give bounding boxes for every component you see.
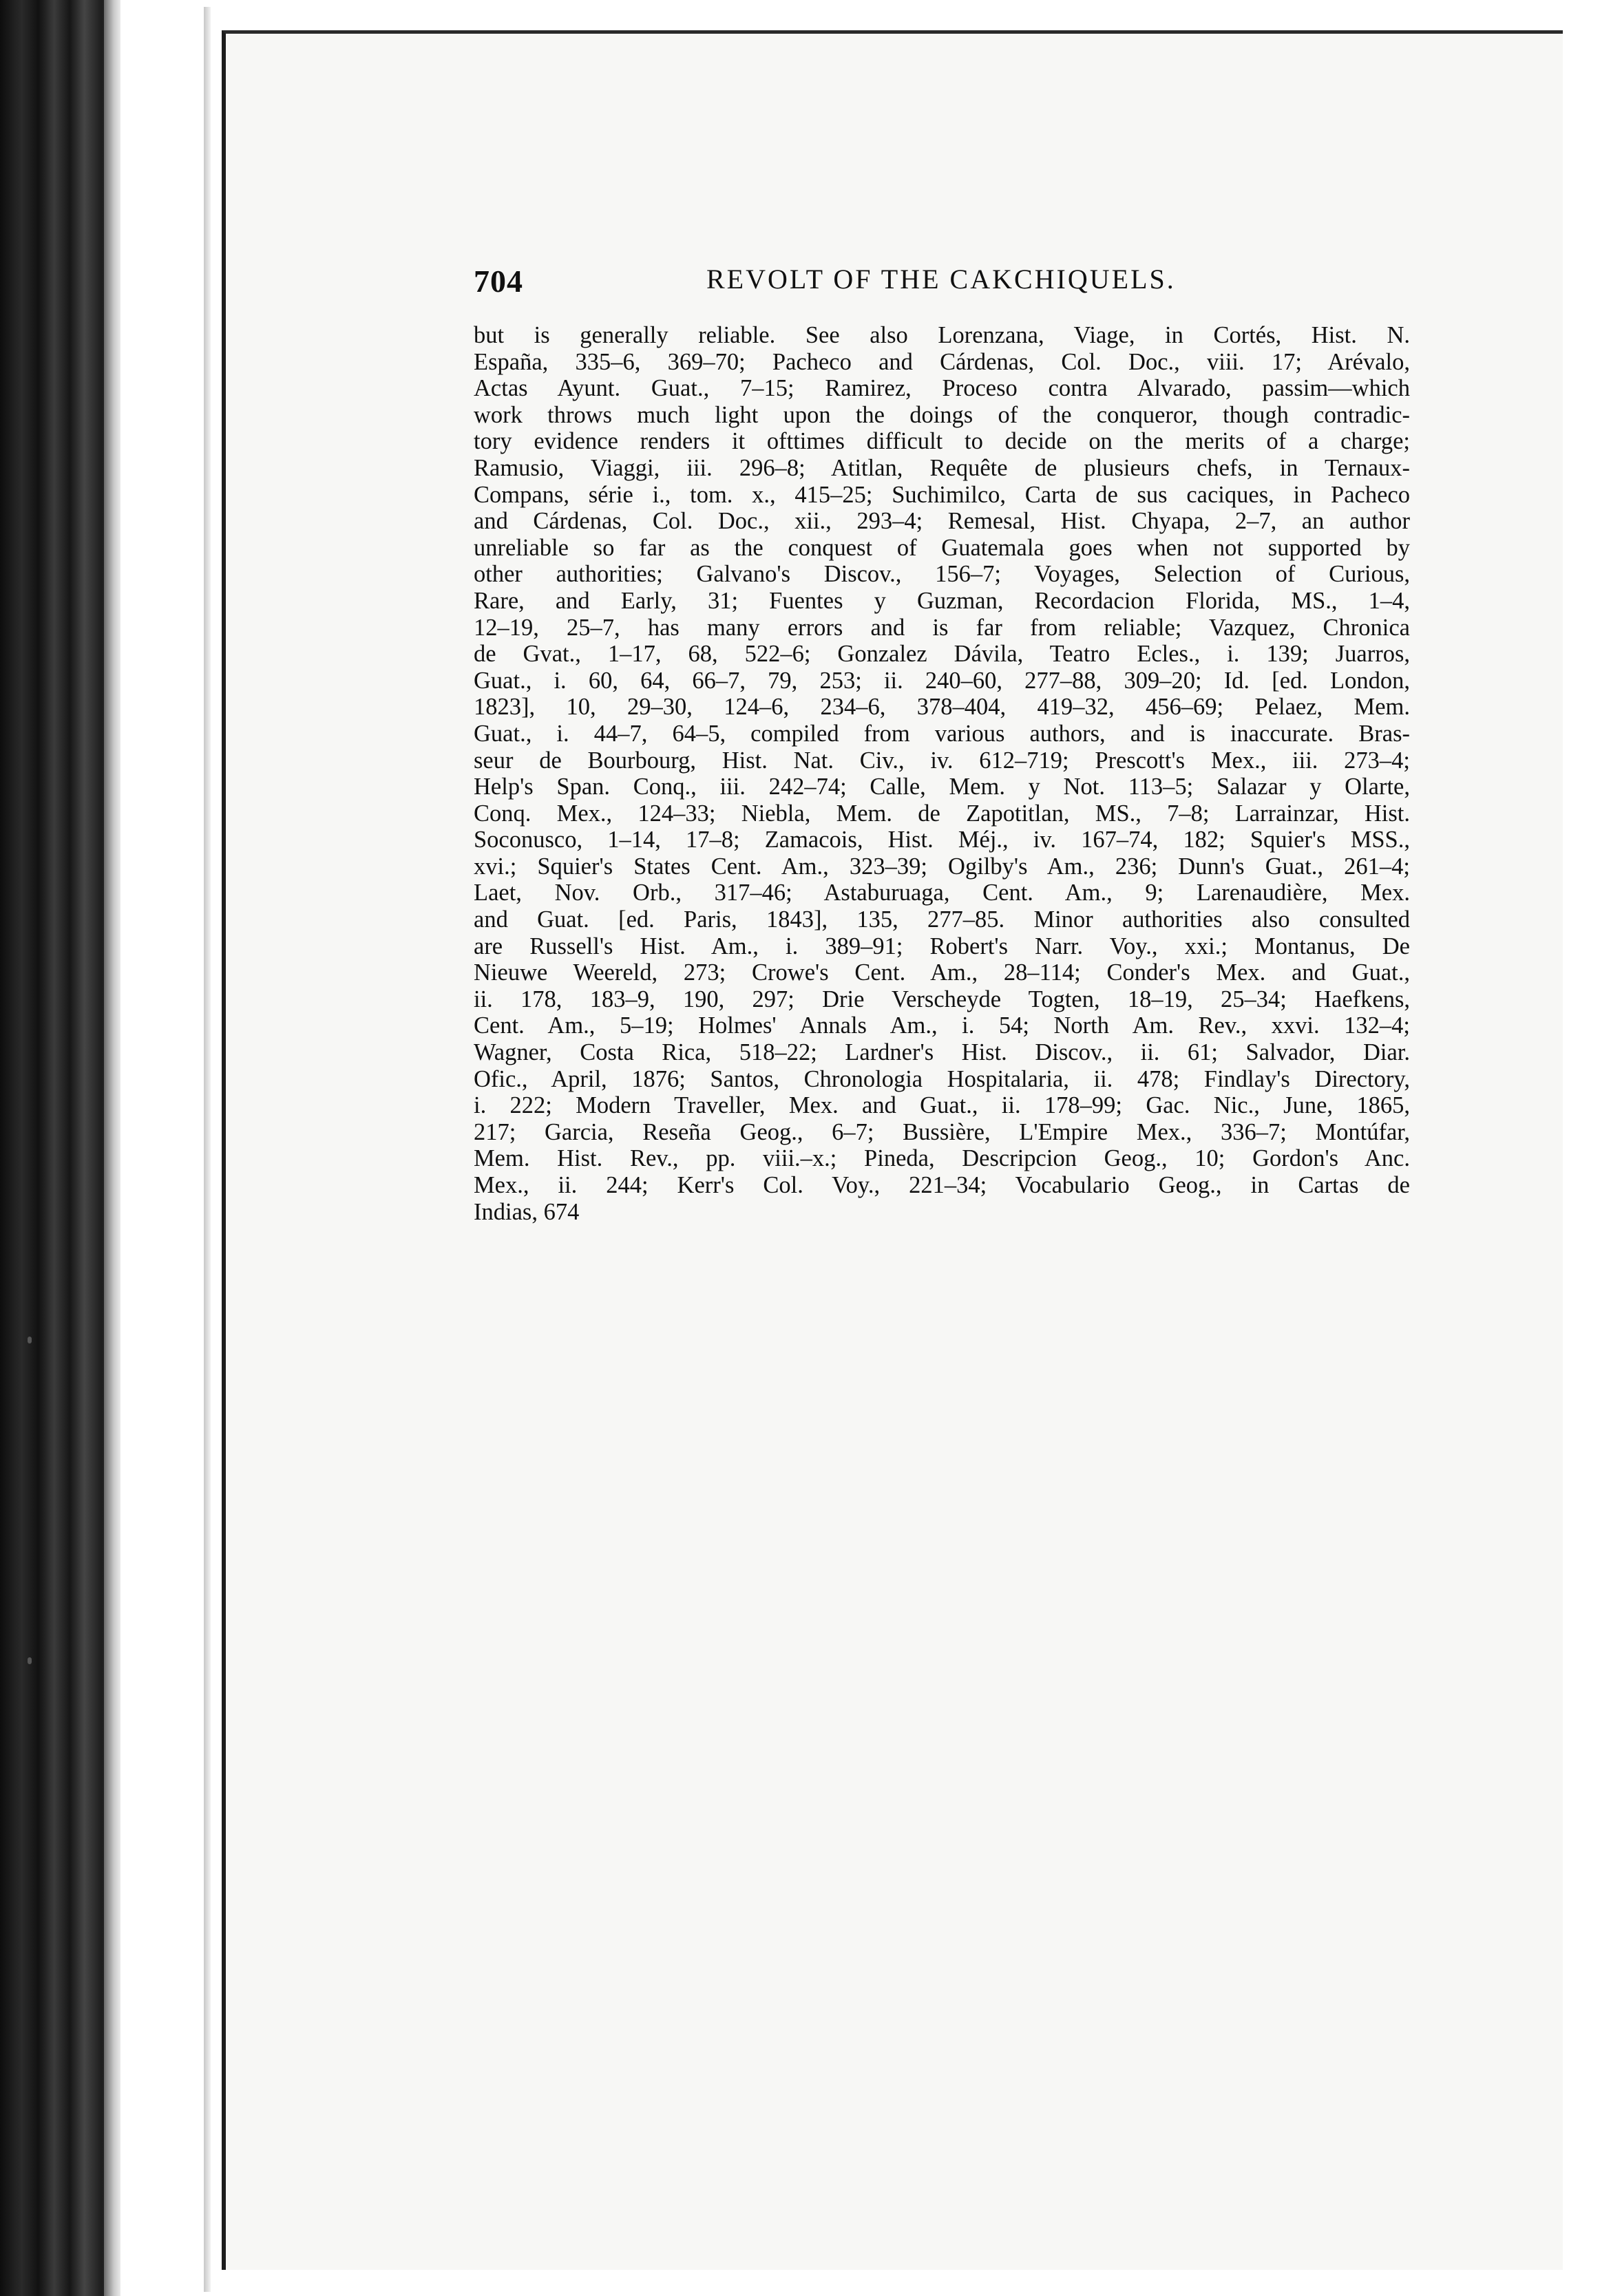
text-line: Rare, and Early, 31; Fuentes y Guzman, Recordacion Florida, MS., 1–4,	[474, 587, 1410, 614]
book-binding	[0, 0, 120, 2296]
text-line: Mem. Hist. Rev., pp. viii.–x.; Pineda, Descripcion Geog., 10; Gordon's Anc.	[474, 1145, 1410, 1172]
text-line: work throws much light upon the doings of the conqueror, though contradic-	[474, 401, 1410, 428]
page-edge	[204, 7, 211, 2292]
text-line: Indias, 674	[474, 1198, 580, 1225]
text-line: 12–19, 25–7, has many errors and is far from reliable; Vazquez, Chronica	[474, 614, 1410, 641]
text-line: España, 335–6, 369–70; Pacheco and Cárdenas, Col. Doc., viii. 17; Arévalo,	[474, 348, 1410, 375]
text-line: are Russell's Hist. Am., i. 389–91; Robert's Narr. Voy., xxi.; Montanus, De	[474, 933, 1410, 959]
text-line: unreliable so far as the conquest of Guatemala goes when not supported by	[474, 534, 1410, 561]
text-line: Guat., i. 44–7, 64–5, compiled from various authors, and is inaccurate. Bras-	[474, 720, 1410, 747]
text-line: seur de Bourbourg, Hist. Nat. Civ., iv. 612–719; Prescott's Mex., iii. 273–4;	[474, 747, 1410, 774]
text-line: Ramusio, Viaggi, iii. 296–8; Atitlan, Requête de plusieurs chefs, in Ternaux-	[474, 454, 1410, 481]
page-number: 704	[474, 264, 523, 299]
text-line: 217; Garcia, Reseña Geog., 6–7; Bussière, L'Empire Mex., 336–7; Montúfar,	[474, 1118, 1410, 1145]
text-line: Mex., ii. 244; Kerr's Col. Voy., 221–34; Vocabulario Geog., in Cartas de	[474, 1172, 1410, 1198]
text-line: Help's Span. Conq., iii. 242–74; Calle, Mem. y Not. 113–5; Salazar y Olarte,	[474, 774, 1410, 800]
text-line: other authorities; Galvano's Discov., 156–7; Voyages, Selection of Curious,	[474, 561, 1410, 588]
text-line: and Cárdenas, Col. Doc., xii., 293–4; Remesal, Hist. Chyapa, 2–7, an author	[474, 508, 1410, 535]
text-line: and Guat. [ed. Paris, 1843], 135, 277–85. Minor authorities also consulted	[474, 906, 1410, 933]
text-line: Compans, série i., tom. x., 415–25; Suchimilco, Carta de sus caciques, in Pacheco	[474, 481, 1410, 508]
scan-speck	[28, 1337, 32, 1343]
text-line: de Gvat., 1–17, 68, 522–6; Gonzalez Dávila, Teatro Ecles., i. 139; Juarros,	[474, 641, 1410, 668]
running-title: REVOLT OF THE CAKCHIQUELS.	[706, 264, 1176, 295]
text-line: 1823], 10, 29–30, 124–6, 234–6, 378–404, 419–32, 456–69; Pelaez, Mem.	[474, 694, 1410, 721]
text-line: Actas Ayunt. Guat., 7–15; Ramirez, Proceso contra Alvarado, passim—which	[474, 375, 1410, 402]
text-line: Soconusco, 1–14, 17–8; Zamacois, Hist. Méj., iv. 167–74, 182; Squier's MSS.,	[474, 827, 1410, 853]
text-line: i. 222; Modern Traveller, Mex. and Guat., ii. 178–99; Gac. Nic., June, 1865,	[474, 1092, 1410, 1119]
text-line: xvi.; Squier's States Cent. Am., 323–39; Ogilby's Am., 236; Dunn's Guat., 261–4;	[474, 853, 1410, 880]
text-line: Guat., i. 60, 64, 66–7, 79, 253; ii. 240–60, 277–88, 309–20; Id. [ed. London,	[474, 667, 1410, 694]
text-line: Laet, Nov. Orb., 317–46; Astaburuaga, Cent. Am., 9; Larenaudière, Mex.	[474, 880, 1410, 906]
text-line: Wagner, Costa Rica, 518–22; Lardner's Hist. Discov., ii. 61; Salvador, Diar.	[474, 1039, 1410, 1066]
text-line: tory evidence renders it ofttimes difficult to decide on the merits of a charge;	[474, 428, 1410, 455]
scan-speck	[28, 1657, 32, 1664]
text-line: Conq. Mex., 124–33; Niebla, Mem. de Zapotitlan, MS., 7–8; Larrainzar, Hist.	[474, 800, 1410, 827]
body-text	[474, 322, 1410, 1225]
text-line: but is generally reliable. See also Lorenzana, Viage, in Cortés, Hist. N.	[474, 322, 1410, 348]
text-line: Cent. Am., 5–19; Holmes' Annals Am., i. 54; North Am. Rev., xxvi. 132–4;	[474, 1012, 1410, 1039]
text-line: ii. 178, 183–9, 190, 297; Drie Verscheyde Togten, 18–19, 25–34; Haefkens,	[474, 986, 1410, 1012]
text-line: Ofic., April, 1876; Santos, Chronologia Hospitalaria, ii. 478; Findlay's Directory,	[474, 1065, 1410, 1092]
text-line: Nieuwe Weereld, 273; Crowe's Cent. Am., 28–114; Conder's Mex. and Guat.,	[474, 959, 1410, 986]
page-header	[474, 263, 1410, 304]
